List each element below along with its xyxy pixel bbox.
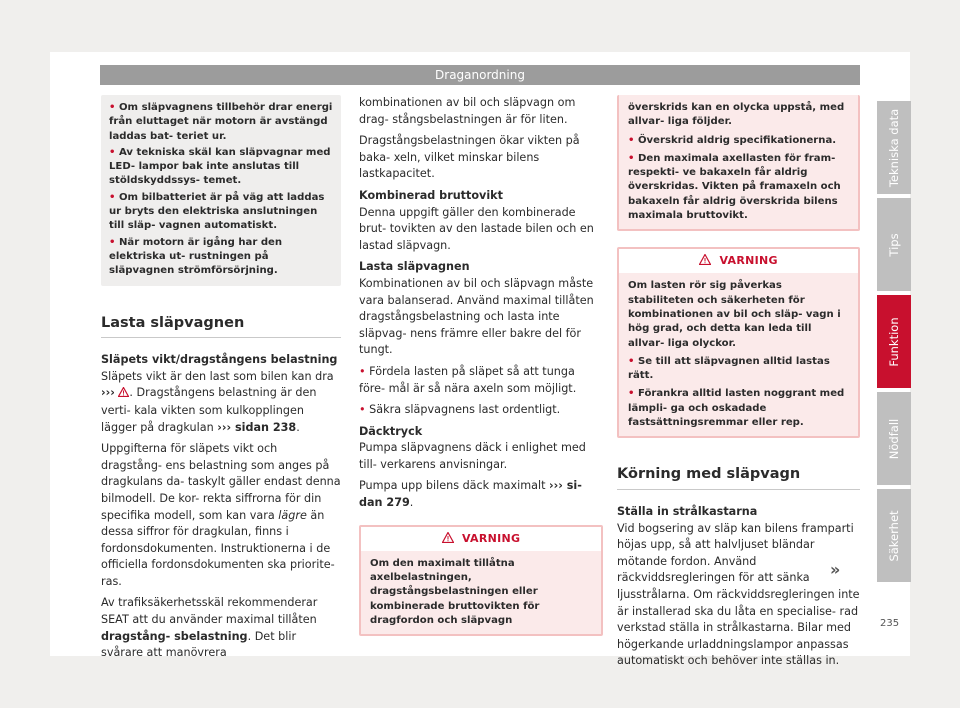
list-item: • Den maximala axellasten för fram- respekti- ve bakaxeln får aldrig överskridas. Vikten på framaxeln och bakaxeln får aldrig överskrida bilens maximala bruttovikt. [628, 152, 841, 222]
note-item: • Om släpvagnens tillbehör drar energi från eluttaget när motorn är avstängd laddas bat- teriet ur. [109, 102, 333, 142]
bullet-icon: • [109, 236, 119, 248]
tab-sakerhet[interactable]: Säkerhet [877, 489, 911, 582]
subheading-dacktryck: Däcktryck [359, 424, 423, 438]
paragraph: Denna uppgift gäller den kombinerade brut- tovikten av den lastade bilen och en lastad släpvagn. [359, 205, 594, 252]
note-item: • Om bilbatteriet är på väg att laddas ur bryts den elektriska anslutningen till släp- vagnen automatiskt. [109, 191, 325, 232]
subheading-bruttovikt: Kombinerad bruttovikt [359, 188, 503, 202]
tab-funktion[interactable]: Funktion [877, 295, 911, 388]
page-link[interactable]: ››› si- dan 279 [359, 479, 582, 510]
list-item: • Förankra alltid lasten noggrant med lämpli- ga och oskadade fastsättningsremmar eller rep. [628, 388, 845, 429]
warning-triangle-icon [699, 254, 711, 270]
column-2 [359, 95, 603, 636]
bullet-icon: • [628, 134, 638, 146]
list-item: • Fördela lasten på släpet så att tunga före- mål är så nära axeln som möjligt. [359, 364, 577, 395]
bullet-icon: • [109, 146, 119, 158]
subheading-stralkastarna: Ställa in strålkastarna [617, 504, 758, 518]
warning-body: Om den maximalt tillåtna axelbelastningen, dragstångsbelastningen eller kombinerade bruttovikten för dragfordon och släpvagn [361, 551, 601, 634]
column-3 [617, 95, 860, 675]
paragraph: Kombinationen av bil och släpvagn måste vara balanserad. Använd maximal tillåten dragstångsbelastning och lasta inte släpvag- nens främre eller bakre del för tungt. [359, 276, 594, 357]
bullet-icon: • [359, 364, 370, 378]
paragraph: Pumpa släpvagnens däck i enlighet med till- verkarens anvisningar. [359, 441, 586, 471]
bullet-icon: • [628, 388, 638, 400]
warning-box [617, 247, 860, 438]
tab-tips[interactable]: Tips [877, 198, 911, 291]
warning-box-continued [617, 95, 860, 231]
page-link[interactable]: ››› sidan 238 [217, 420, 297, 434]
warning-body: överskrids kan en olycka uppstå, med allvar- liga följder. • Överskrid aldrig specifikationerna. • Den maximala axellasten för fram- respekti- ve bakaxeln får aldrig överskridas. Vikten på framaxeln och bakaxeln får aldrig överskrida bilens maximala bruttovikt. [619, 95, 858, 229]
warning-header: VARNING [361, 527, 601, 551]
bullet-icon: • [359, 403, 370, 417]
warning-triangle-icon [118, 386, 129, 403]
list-item: • Se till att släpvagnen alltid lastas rätt. [628, 355, 830, 382]
paragraph: Av trafiksäkerhetsskäl rekommenderar SEAT att du använder maximal tillåten dragstång- sbelastning. Det blir svårare att manövrera [101, 596, 318, 660]
page-header: Draganordning [100, 65, 860, 85]
paragraph: Släpets vikt är den last som bilen kan dra ››› . Dragstångens belastning är den verti- kala vikten som kulkopplingen lägger på dragkulan ››› sidan 238. [101, 369, 334, 434]
paragraph: Pumpa upp bilens däck maximalt ››› si- dan 279. [359, 479, 582, 510]
paragraph: Vid bogsering av släp kan bilens framparti höjas upp, så att halvljuset bländar mötande fordon. Använd räckviddsregleringen för att sänka ljusstrålarna. Om räckviddsregleringen inte är installerad ska du låta en specialise- rad verkstad ställa in strålkastarna. Bilar med högerkande urladdningslampor anpassas automatiskt och behöver inte ställas in. [617, 521, 860, 668]
page-number: 235 [880, 618, 900, 629]
bullet-icon: • [109, 191, 119, 203]
note-box [101, 95, 341, 286]
list-item: • Säkra släpvagnens last ordentligt. [359, 403, 561, 417]
bullet-icon: • [628, 355, 638, 367]
subheading-slapets-vikt: Släpets vikt/dragstångens belastning [101, 353, 338, 367]
tab-tekniska-data[interactable]: Tekniska data [877, 101, 911, 194]
warning-triangle-icon [442, 532, 454, 548]
continue-marker: » [830, 560, 841, 579]
tab-nodfall[interactable]: Nödfall [877, 392, 911, 485]
section-title-lasta: Lasta släpvagnen [101, 315, 341, 339]
bullet-icon: • [109, 102, 119, 113]
paragraph: Uppgifterna för släpets vikt och dragstång- ens belastning som anges på dragkulans da- taskylt gäller endast denna bilmodell. De kor- rekta siffrorna för din specifika modell, som kan vara lägre än dessa siffror för dragkulan, finns i fordonsdokumenten. Instruktionerna i de officiella fordonsdokumenten ska priorite- ras. [101, 442, 341, 588]
bullet-icon: • [628, 152, 638, 164]
subheading-lasta: Lasta släpvagnen [359, 260, 470, 274]
warning-header: VARNING [619, 249, 858, 273]
note-item: • Av tekniska skäl kan släpvagnar med LED- lampor bak inte anslutas till stöldskyddssys- temet. [109, 146, 331, 187]
warning-body: Om lasten rör sig påverkas stabiliteten och säkerheten för kombinationen av bil och släp- vagn i hög grad, och detta kan leda till allvar- liga olyckor. • Se till att släpvagnen alltid lastas rätt. • Förankra alltid lasten noggrant med lämpli- ga och oskadade fastsättningsremmar eller rep. [619, 273, 858, 436]
column-1 [101, 95, 341, 667]
note-item: • När motorn är igång har den elektriska ut- rustningen på släpvagnen strömförsörjning. [109, 236, 283, 277]
list-item: • Överskrid aldrig specifikationerna. [628, 134, 837, 146]
warning-box [359, 525, 603, 636]
paragraph: kombinationen av bil och släpvagn om drag- stångsbelastningen är för liten. [359, 96, 576, 126]
section-title-korning: Körning med släpvagn [617, 466, 860, 490]
paragraph: Dragstångsbelastningen ökar vikten på baka- xeln, vilket minskar bilens lastkapacitet. [359, 134, 580, 181]
